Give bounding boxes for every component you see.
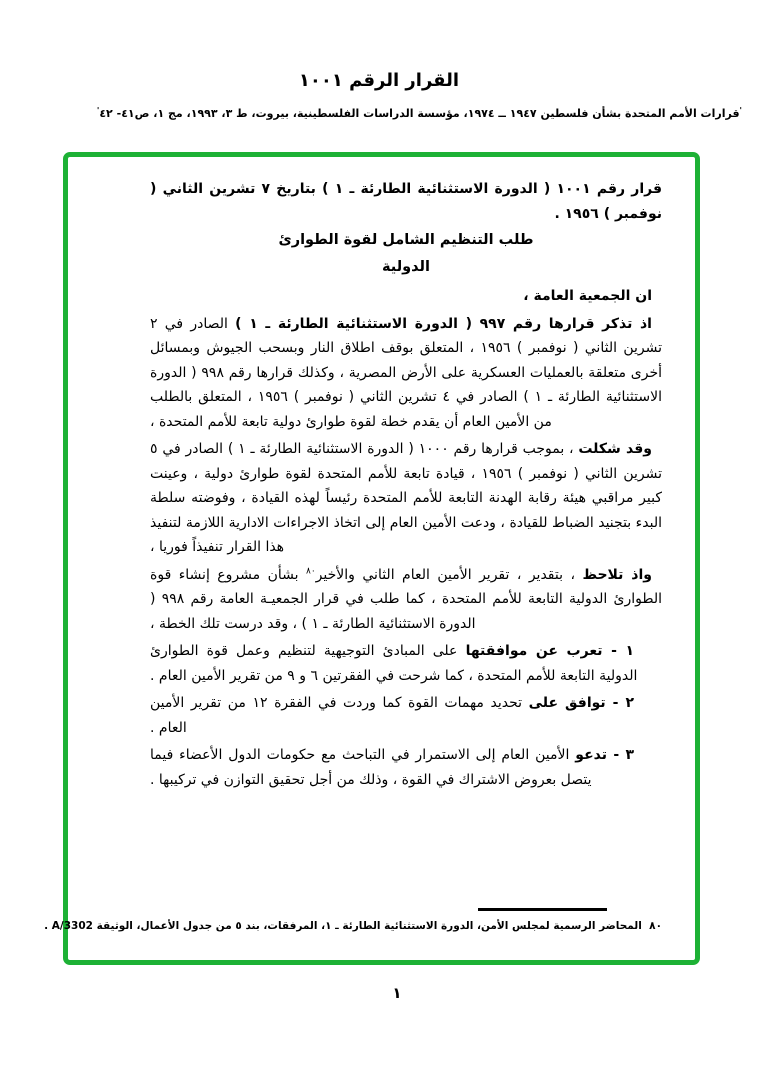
footnote	[44, 908, 662, 932]
footnote-text	[44, 920, 662, 932]
annotation-box	[44, 152, 700, 965]
page-title: القرار الرقم ١٠٠١	[298, 70, 460, 91]
paragraph-text: الصادر في ٢ تشرين الثاني ( نوفمبر ) ١٩٥٦ ، المتعلق بوقف اطلاق النار وبسحب الجيوش وبمسائل أخرى متعلقة بالعمليات العسكرية على الأرض المصرية ، وكذلك قرارها رقم ٩٩٨ ( الدورة الاستثنائية الطارئة ـ ١ ) الصادر في ٤ تشرين الثاني ( نوفمبر ) ١٩٥٦ ، المتعلق بالطلب من الأمين العام أن يقدم خطة لقوة طوارئ دولية تابعة للأمم المتحدة ،	[150, 315, 662, 430]
citation-line	[18, 107, 742, 120]
paragraph-text: بشأن مشروع إنشاء قوة الطوارئ الدولية التابعة للأمم المتحدة ، كما طلب في قرار الجمعيـة العامة رقم ٩٩٨ ( الدورة الاستثنائية الطارئة ـ ١ ) ، وقد درست تلك الخطة ،	[150, 566, 662, 632]
preamble-noting	[150, 563, 662, 637]
preamble-established	[150, 437, 662, 560]
citation-text: قرارات الأمم المتحدة بشأن فلسطين ١٩٤٧ ــ ١٩٧٤، مؤسسة الدراسات الفلسطينية، بيروت، ط ٣، ١٩٩٣، مج ١، ص٤١- ٤٢	[99, 107, 740, 120]
bold-lead: وقد شكلت	[578, 441, 652, 457]
operative-paragraph-1	[150, 639, 662, 688]
resolution-body	[150, 177, 662, 868]
footnote-separator	[478, 908, 607, 911]
paragraph-text: ، بموجب قرارها رقم ١٠٠٠ ( الدورة الاستثنائية الطارئة ـ ١ ) الصادر في ٥ تشرين الثاني ( نوفمبر ) ١٩٥٦ ، قيادة تابعة للأمم المتحدة لقوة طوارئ دولية ، وعينت كبير مراقبي هيئة رقابة الهدنة التابعة للأمم المتحدة رئيساً لهذه القيادة ، وفوضته سلطة البدء بتجنيد الضباط للقيادة ، ودعت الأمين العام إلى اتخاذ الاجراءات الادارية اللازمة لتنفيذ هذا القرار تنفيذاً فوريا ،	[150, 441, 662, 555]
resolution-subtitle-line2: الدولية	[382, 259, 430, 275]
paragraph-text: ، بتقدير ، تقرير الأمين العام الثاني والأخير	[315, 566, 583, 583]
footnote-body: المحاضر الرسمية لمجلس الأمن، الدورة الاستثنائية الطارئة ـ ١، المرفقات، بند ٥ من جدول الأعمال، الوثيقة A/3302 .	[44, 920, 642, 932]
resolution-subtitle-line1: طلب التنظيم الشامل لقوة الطوارئ	[278, 232, 534, 248]
footnote-number: ٨٠	[649, 920, 662, 932]
operative-paragraph-3	[150, 743, 662, 792]
citation-end-mark: '	[96, 106, 100, 115]
bold-lead: واذ تلاحظ	[582, 566, 652, 583]
page-number: ١	[392, 984, 402, 1002]
operative-paragraph-2	[150, 691, 662, 740]
paragraph-text: على المبادئ التوجيهية لتنظيم وعمل قوة الطوارئ الدولية التابعة للأمم المتحدة ، كما شرحت في الفقرتين ٦ و ٩ من تقرير الأمين العام .	[150, 643, 638, 684]
preamble-opening	[150, 284, 662, 309]
resolution-heading: قرار رقم ١٠٠١ ( الدورة الاستثنائية الطارئة ـ ١ ) بتاريخ ٧ تشرين الثاني ( نوفمبر ) ١٩٥٦ .	[150, 181, 662, 222]
preamble-recalling	[150, 312, 662, 435]
bold-lead: ٣ - تدعو	[575, 747, 635, 763]
bold-lead: اذ تذكر قرارها رقم ٩٩٧ ( الدورة الاستثنائية الطارئة ـ ١ )	[235, 315, 652, 332]
bold-lead: ١ - تعرب عن موافقتها	[465, 643, 634, 659]
bold-lead: ان الجمعية العامة ،	[523, 288, 652, 304]
bold-lead: ٢ - توافق على	[528, 695, 634, 711]
paragraph-text: تحديد مهمات القوة كما وردت في الفقرة ١٢ من تقرير الأمين العام .	[150, 695, 529, 736]
citation-start-mark: '	[739, 106, 742, 115]
paragraph-text: الأمين العام إلى الاستمرار في التباحث مع حكومات الدول الأعضاء فيما يتصل بعروض الاشتراك في القوة ، وذلك من أجل تحقيق التوازن في تركيبها .	[150, 747, 592, 788]
footnote-reference-mark: ٨٠	[306, 565, 316, 576]
